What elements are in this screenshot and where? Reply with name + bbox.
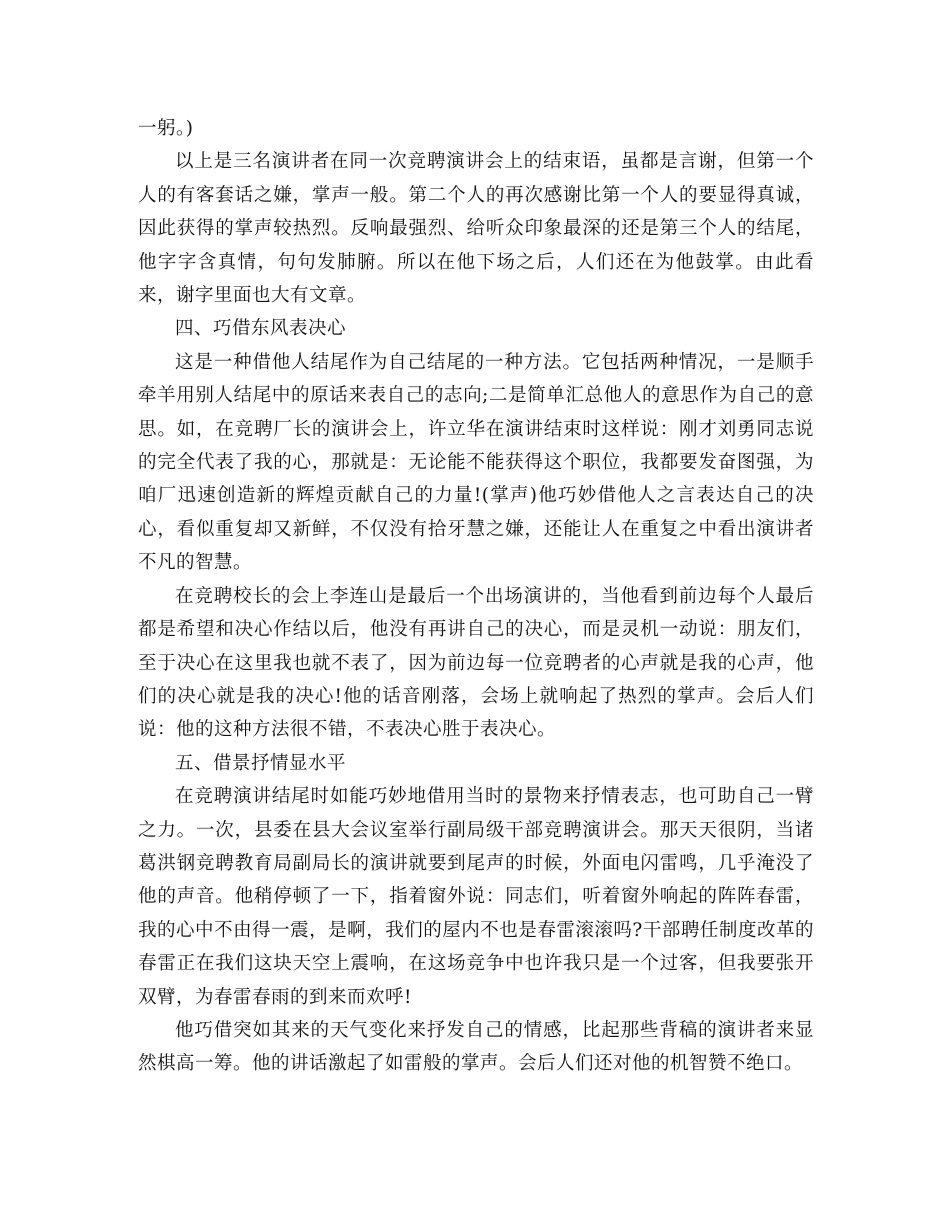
section-heading: 四、巧借东风表决心 [175, 318, 347, 340]
document-body [138, 112, 814, 1081]
paragraph-body: 他巧借突如其来的天气变化来抒发自己的情感，比起那些背稿的演讲者来显然棋高一筹。他的讲话激起了如雷般的掌声。会后人们还对他的机智赞不绝口。 [138, 1019, 814, 1075]
paragraph-continuation: 一躬。) [138, 118, 194, 139]
paragraph-body: 在竞聘演讲结尾时如能巧妙地借用当时的景物来抒情表志，也可助自己一臂之力。一次，县委在县大会议室举行副局级干部竞聘演讲会。那天天很阴，当诸葛洪钢竞聘教育局副局长的演讲就要到尾声的时候，外面电闪雷鸣，几乎淹没了他的声音。他稍停顿了一下，指着窗外说：同志们，听着窗外响起的阵阵春雷，我的心中不由得一震，是啊，我们的屋内不也是春雷滚滚吗?干部聘任制度改革的春雷正在我们这块天空上震响，在这场竞争中也许我只是一个过客，但我要张开双臂，为春雷春雨的到来而欢呼! [138, 786, 814, 1008]
paragraph-body: 在竞聘校长的会上李连山是最后一个出场演讲的，当他看到前边每个人最后都是希望和决心作结以后，他没有再讲自己的决心，而是灵机一动说：朋友们，至于决心在这里我也就不表了，因为前边每一位竞聘者的心声就是我的心声，他们的决心就是我的决心!他的话音刚落，会场上就响起了热烈的掌声。会后人们说：他的这种方法很不错，不表决心胜于表决心。 [138, 585, 814, 741]
paragraph-body: 以上是三名演讲者在同一次竞聘演讲会上的结束语，虽都是言谢，但第一个人的有客套话之嫌，掌声一般。第二个人的再次感谢比第一个人的要显得真诚，因此获得的掌声较热烈。反响最强烈、给听众印象最深的还是第三个人的结尾，他字字含真情，句句发肺腑。所以在他下场之后，人们还在为他鼓掌。由此看来，谢字里面也大有文章。 [138, 151, 814, 307]
paragraph-body: 这是一种借他人结尾作为自己结尾的一种方法。它包括两种情况，一是顺手牵羊用别人结尾中的原话来表自己的志向;二是简单汇总他人的意思作为自己的意思。如，在竞聘厂长的演讲会上，许立华在演讲结束时这样说：刚才刘勇同志说的完全代表了我的心，那就是：无论能不能获得这个职位，我都要发奋图强，为咱厂迅速创造新的辉煌贡献自己的力量!(掌声)他巧妙借他人之言表达自己的决心，看似重复却又新鲜，不仅没有拾牙慧之嫌，还能让人在重复之中看出演讲者不凡的智慧。 [138, 351, 814, 574]
section-heading: 五、借景抒情显水平 [175, 752, 347, 774]
